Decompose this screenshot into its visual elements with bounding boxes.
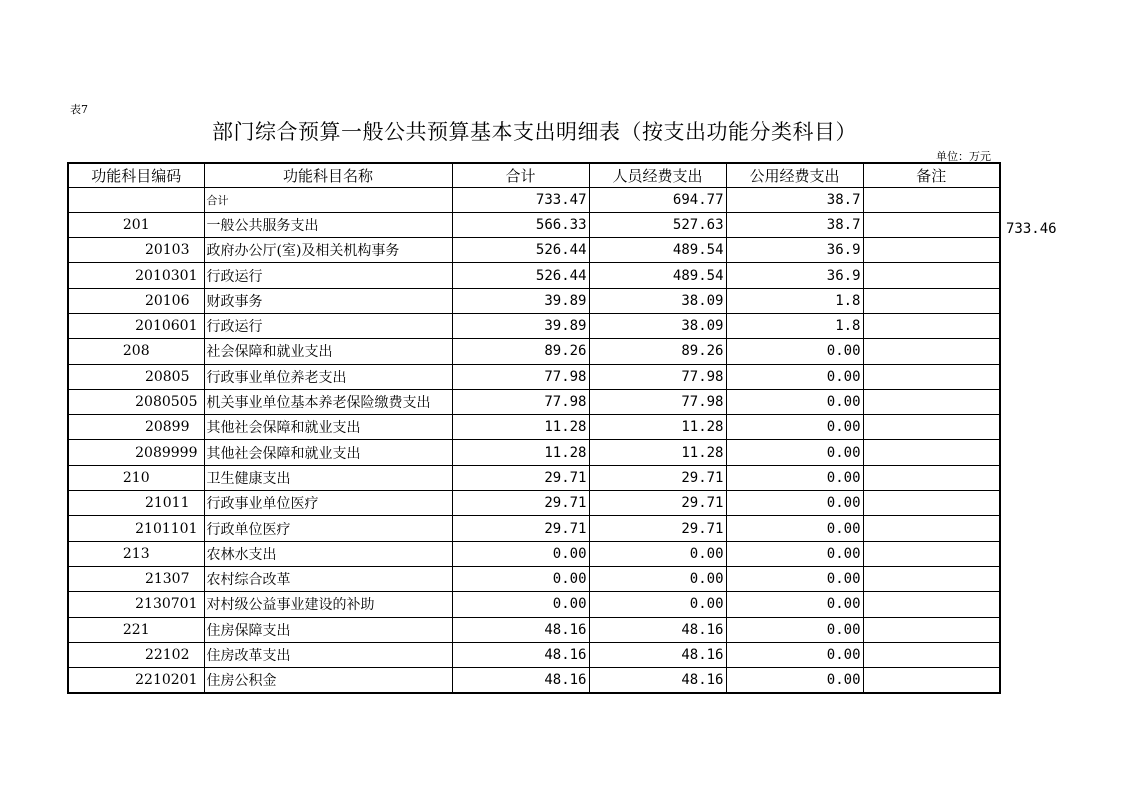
row-total: 733.47: [452, 187, 589, 212]
row-personnel: 11.28: [589, 415, 726, 440]
row-code: 213: [68, 541, 204, 566]
row-personnel: 11.28: [589, 440, 726, 465]
row-personnel: 489.54: [589, 263, 726, 288]
row-code: 221: [68, 617, 204, 642]
row-code: 20103: [68, 238, 204, 263]
row-name: 行政运行: [204, 263, 452, 288]
table-row: [68, 364, 1000, 389]
row-total: 77.98: [452, 389, 589, 414]
row-note: [863, 465, 1000, 490]
table-row: [68, 566, 1000, 591]
table-row: [68, 238, 1000, 263]
row-public: 0.00: [726, 566, 863, 591]
row-public: 1.8: [726, 288, 863, 313]
table-row: [68, 263, 1000, 288]
row-note: [863, 238, 1000, 263]
row-name: 农林水支出: [204, 541, 452, 566]
row-public: 36.9: [726, 263, 863, 288]
row-personnel: 89.26: [589, 339, 726, 364]
row-total: 29.71: [452, 491, 589, 516]
row-code: 20899: [68, 415, 204, 440]
row-public: 0.00: [726, 339, 863, 364]
row-public: 0.00: [726, 465, 863, 490]
row-name: 财政事务: [204, 288, 452, 313]
row-total: 48.16: [452, 642, 589, 667]
side-note-value: 733.46: [1006, 221, 1057, 237]
row-public: 1.8: [726, 313, 863, 338]
table-row: [68, 617, 1000, 642]
row-code: 20106: [68, 288, 204, 313]
budget-table: [67, 162, 1001, 694]
row-note: [863, 617, 1000, 642]
header-public: 公用经费支出: [726, 163, 863, 187]
row-total: 89.26: [452, 339, 589, 364]
row-note: [863, 263, 1000, 288]
row-total: 526.44: [452, 263, 589, 288]
row-note: [863, 415, 1000, 440]
row-public: 0.00: [726, 642, 863, 667]
row-total: 29.71: [452, 516, 589, 541]
row-name: 行政运行: [204, 313, 452, 338]
row-personnel: 38.09: [589, 313, 726, 338]
row-code: 20805: [68, 364, 204, 389]
row-personnel: 489.54: [589, 238, 726, 263]
row-public: 0.00: [726, 491, 863, 516]
row-personnel: 29.71: [589, 491, 726, 516]
table-number-label: 表7: [70, 103, 88, 116]
row-code: 2089999: [68, 440, 204, 465]
table-row: [68, 339, 1000, 364]
row-public: 38.7: [726, 212, 863, 237]
row-total: 566.33: [452, 212, 589, 237]
table-row: [68, 440, 1000, 465]
row-name: 一般公共服务支出: [204, 212, 452, 237]
row-code: 210: [68, 465, 204, 490]
row-total: 48.16: [452, 668, 589, 693]
table-row: [68, 642, 1000, 667]
row-code: 2010301: [68, 263, 204, 288]
row-public: 36.9: [726, 238, 863, 263]
row-note: [863, 212, 1000, 237]
row-personnel: 48.16: [589, 642, 726, 667]
row-personnel: 0.00: [589, 592, 726, 617]
row-public: 0.00: [726, 617, 863, 642]
row-code: 208: [68, 339, 204, 364]
table-row: [68, 288, 1000, 313]
row-name: 行政事业单位养老支出: [204, 364, 452, 389]
row-name: 住房公积金: [204, 668, 452, 693]
row-name: 住房改革支出: [204, 642, 452, 667]
row-public: 0.00: [726, 668, 863, 693]
row-code: [68, 187, 204, 212]
row-personnel: 77.98: [589, 389, 726, 414]
row-note: [863, 642, 1000, 667]
row-note: [863, 288, 1000, 313]
row-total: 11.28: [452, 440, 589, 465]
row-personnel: 29.71: [589, 465, 726, 490]
row-total: 77.98: [452, 364, 589, 389]
row-name: 对村级公益事业建设的补助: [204, 592, 452, 617]
row-personnel: 527.63: [589, 212, 726, 237]
table-row: [68, 187, 1000, 212]
row-public: 0.00: [726, 440, 863, 465]
row-name: 农村综合改革: [204, 566, 452, 591]
row-name: 卫生健康支出: [204, 465, 452, 490]
row-personnel: 0.00: [589, 566, 726, 591]
row-total: 29.71: [452, 465, 589, 490]
row-note: [863, 389, 1000, 414]
row-personnel: 29.71: [589, 516, 726, 541]
header-code: 功能科目编码: [68, 163, 204, 187]
row-note: [863, 566, 1000, 591]
row-name: 政府办公厅(室)及相关机构事务: [204, 238, 452, 263]
table-row: [68, 415, 1000, 440]
table-row: [68, 389, 1000, 414]
table-row: [68, 541, 1000, 566]
row-name: 其他社会保障和就业支出: [204, 415, 452, 440]
table-row: [68, 491, 1000, 516]
row-total: 39.89: [452, 288, 589, 313]
row-public: 0.00: [726, 415, 863, 440]
row-public: 0.00: [726, 541, 863, 566]
row-name: 住房保障支出: [204, 617, 452, 642]
row-total: 526.44: [452, 238, 589, 263]
row-code: 2010601: [68, 313, 204, 338]
row-code: 22102: [68, 642, 204, 667]
table-row: [68, 668, 1000, 693]
row-personnel: 77.98: [589, 364, 726, 389]
row-total: 0.00: [452, 566, 589, 591]
row-note: [863, 491, 1000, 516]
row-name: 其他社会保障和就业支出: [204, 440, 452, 465]
row-name: 机关事业单位基本养老保险缴费支出: [204, 389, 452, 414]
row-note: [863, 668, 1000, 693]
row-total: 48.16: [452, 617, 589, 642]
row-personnel: 694.77: [589, 187, 726, 212]
row-personnel: 0.00: [589, 541, 726, 566]
row-note: [863, 364, 1000, 389]
row-public: 0.00: [726, 592, 863, 617]
header-name: 功能科目名称: [204, 163, 452, 187]
table-row: [68, 592, 1000, 617]
row-total: 0.00: [452, 592, 589, 617]
row-personnel: 48.16: [589, 617, 726, 642]
row-public: 0.00: [726, 389, 863, 414]
row-name: 行政事业单位医疗: [204, 491, 452, 516]
row-name: 行政单位医疗: [204, 516, 452, 541]
row-total: 39.89: [452, 313, 589, 338]
row-personnel: 48.16: [589, 668, 726, 693]
row-note: [863, 592, 1000, 617]
row-code: 2080505: [68, 389, 204, 414]
row-note: [863, 339, 1000, 364]
row-code: 21011: [68, 491, 204, 516]
header-row: [68, 163, 1000, 187]
header-total: 合计: [452, 163, 589, 187]
row-code: 2101101: [68, 516, 204, 541]
page-title: 部门综合预算一般公共预算基本支出明细表（按支出功能分类科目）: [212, 120, 857, 144]
row-code: 2210201: [68, 668, 204, 693]
row-name: 合计: [204, 187, 452, 212]
row-note: [863, 541, 1000, 566]
row-note: [863, 440, 1000, 465]
table-row: [68, 465, 1000, 490]
unit-label: 单位：万元: [936, 150, 991, 163]
row-code: 201: [68, 212, 204, 237]
table-row: [68, 516, 1000, 541]
header-personnel: 人员经费支出: [589, 163, 726, 187]
row-note: [863, 516, 1000, 541]
row-total: 11.28: [452, 415, 589, 440]
row-personnel: 38.09: [589, 288, 726, 313]
row-note: [863, 313, 1000, 338]
row-code: 21307: [68, 566, 204, 591]
row-name: 社会保障和就业支出: [204, 339, 452, 364]
row-public: 38.7: [726, 187, 863, 212]
row-note: [863, 187, 1000, 212]
row-code: 2130701: [68, 592, 204, 617]
table-row: [68, 313, 1000, 338]
table-row: [68, 212, 1000, 237]
row-public: 0.00: [726, 364, 863, 389]
header-note: 备注: [863, 163, 1000, 187]
row-public: 0.00: [726, 516, 863, 541]
row-total: 0.00: [452, 541, 589, 566]
